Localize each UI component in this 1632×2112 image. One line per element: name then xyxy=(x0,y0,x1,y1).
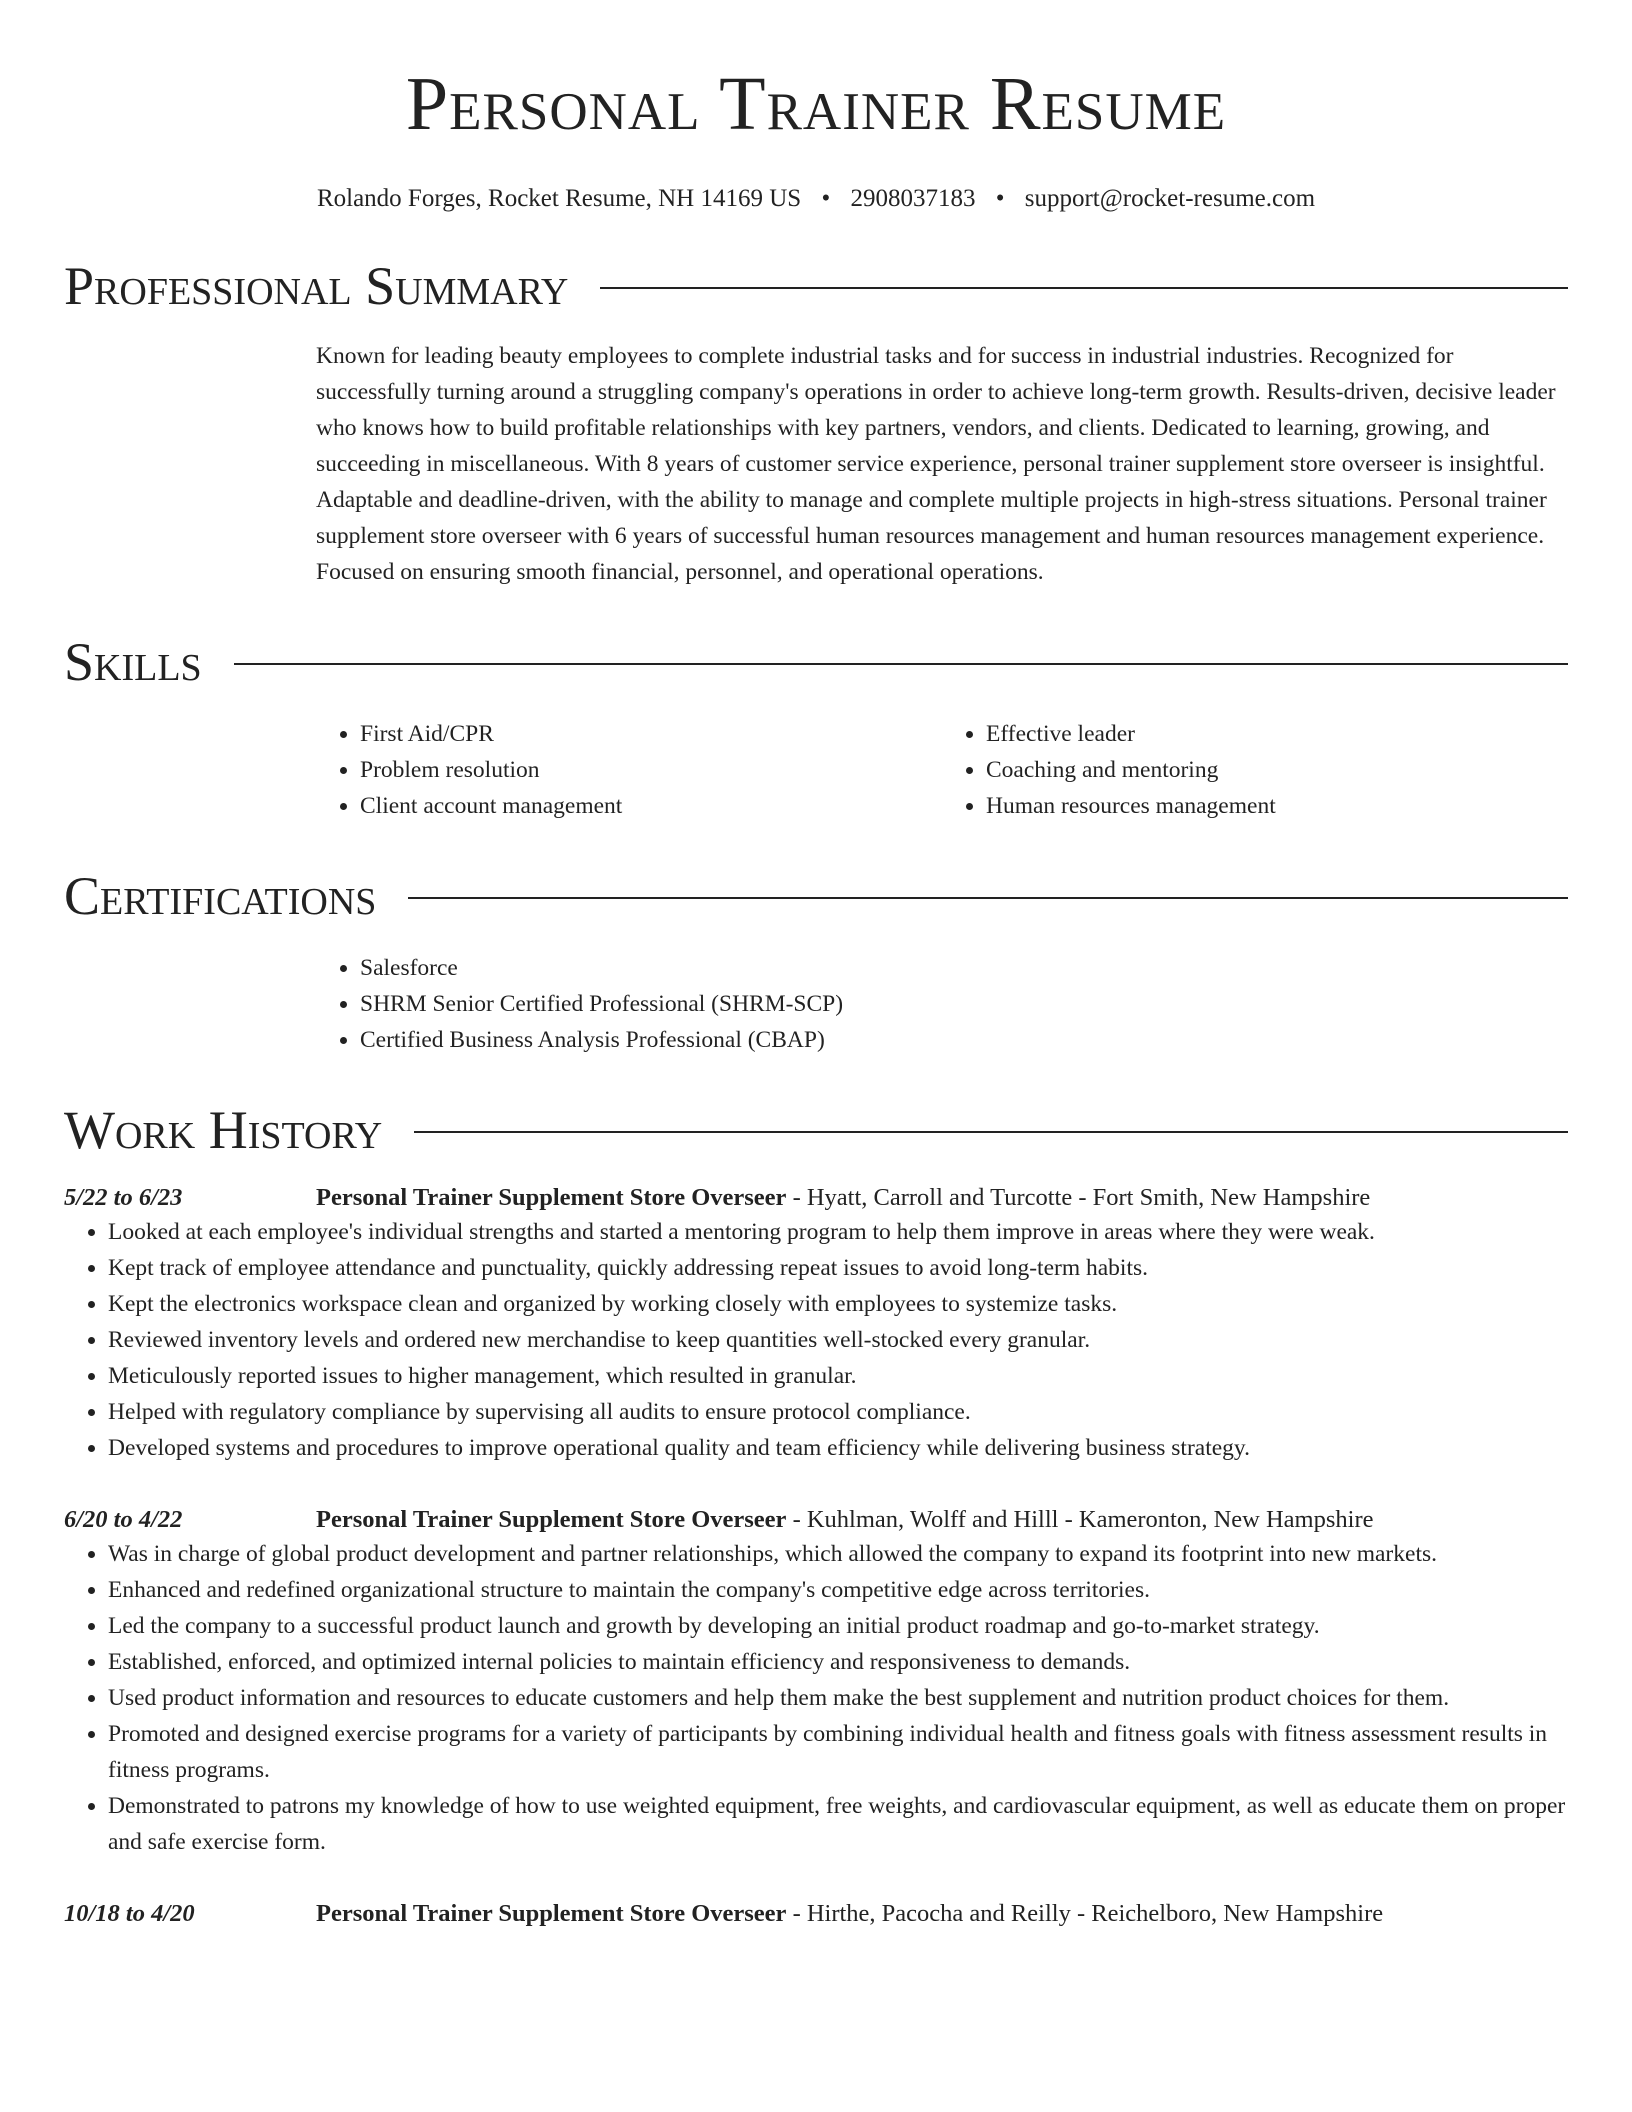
summary-section xyxy=(316,338,1568,590)
job-bullet-list xyxy=(64,1536,1568,1860)
job-bullet: • Promoted and designed exercise programs for a variety of participants by combining individual health and fitness goals with fitness assessment results in fitness programs. xyxy=(108,1716,1568,1788)
job-entry xyxy=(64,1504,1568,1860)
job-bullet: • Demonstrated to patrons my knowledge of how to use weighted equipment, free weights, and cardiovascular equipment, as well as educate them on proper and safe exercise form. xyxy=(108,1788,1568,1860)
skills-section-header xyxy=(64,632,1568,692)
job-bullet: • Developed systems and procedures to improve operational quality and team efficiency while delivering business strategy. xyxy=(108,1430,1568,1466)
skills-heading: Skills xyxy=(64,632,202,692)
summary-section-header xyxy=(64,256,1568,316)
skill-item: • Human resources management xyxy=(986,788,1568,824)
job-dates: 6/20 to 4/22 xyxy=(64,1506,183,1533)
job-bullet: • Used product information and resources to educate customers and help them make the best supplement and nutrition product choices for them. xyxy=(108,1680,1568,1716)
job-role: Personal Trainer Supplement Store Overseer xyxy=(316,1900,787,1927)
job-role: Personal Trainer Supplement Store Overseer xyxy=(316,1506,787,1533)
job-title-line xyxy=(316,1182,1370,1214)
contact-line xyxy=(64,184,1568,214)
job-entry xyxy=(64,1898,1568,1930)
certifications-heading: Certifications xyxy=(64,866,377,926)
job-title-line xyxy=(316,1504,1373,1536)
skills-section xyxy=(316,716,1568,824)
skill-item: • Problem resolution xyxy=(360,752,942,788)
section-divider xyxy=(414,1131,1568,1133)
certification-item: • Certified Business Analysis Professional (CBAP) xyxy=(360,1022,1568,1058)
contact-address: Rolando Forges, Rocket Resume, NH 14169 US xyxy=(316,185,802,212)
job-bullet: • Helped with regulatory compliance by supervising all audits to ensure protocol compliance. xyxy=(108,1394,1568,1430)
skills-list-left xyxy=(316,716,942,824)
resume-title: Personal Trainer Resume xyxy=(405,62,1227,146)
skill-item: • Client account management xyxy=(360,788,942,824)
skill-item: • Effective leader xyxy=(986,716,1568,752)
job-header xyxy=(64,1898,1568,1930)
job-header xyxy=(64,1504,1568,1536)
job-bullet: • Was in charge of global product development and partner relationships, which allowed the company to expand its footprint into new markets. xyxy=(108,1536,1568,1572)
job-entry xyxy=(64,1182,1568,1466)
summary-text: Known for leading beauty employees to complete industrial tasks and for success in industrial industries. Recognized for successfully turning around a struggling company's operations in order to achieve long-term growth. Results-driven, decisive leader who knows how to build profitable relationships with key partners, vendors, and clients. Dedicated to learning, growing, and succeeding in miscellaneous. With 8 years of customer service experience, personal trainer supplement store overseer is insightful. Adaptable and deadline-driven, with the ability to manage and complete multiple projects in high-stress situations. Personal trainer supplement store overseer with 6 years of successful human resources management and human resources management experience. Focused on ensuring smooth financial, personnel, and operational operations. xyxy=(316,343,1556,585)
certifications-section xyxy=(316,950,1568,1058)
job-dates: 5/22 to 6/23 xyxy=(64,1184,183,1211)
section-divider xyxy=(234,663,1568,665)
job-bullet: • Kept track of employee attendance and punctuality, quickly addressing repeat issues to avoid long-term habits. xyxy=(108,1250,1568,1286)
certification-item: • SHRM Senior Certified Professional (SHRM-SCP) xyxy=(360,986,1568,1022)
certifications-list xyxy=(316,950,1568,1058)
job-company: - Hirthe, Pacocha and Reilly - Reichelboro, New Hampshire xyxy=(786,1900,1384,1927)
contact-separator: • xyxy=(821,185,831,212)
work-heading: Work History xyxy=(64,1100,383,1160)
job-bullet: • Established, enforced, and optimized internal policies to maintain efficiency and responsiveness to demands. xyxy=(108,1644,1568,1680)
job-bullet: • Reviewed inventory levels and ordered new merchandise to keep quantities well-stocked every granular. xyxy=(108,1322,1568,1358)
job-bullet: • Meticulously reported issues to higher management, which resulted in granular. xyxy=(108,1358,1568,1394)
skills-list-right xyxy=(942,716,1568,824)
job-bullet: • Kept the electronics workspace clean and organized by working closely with employees to systemize tasks. xyxy=(108,1286,1568,1322)
certification-item: • Salesforce xyxy=(360,950,1568,986)
job-role: Personal Trainer Supplement Store Overseer xyxy=(316,1184,787,1211)
contact-phone: 2908037183 xyxy=(850,185,976,212)
section-divider xyxy=(408,897,1568,899)
certifications-section-header xyxy=(64,866,1568,926)
skill-item: • Coaching and mentoring xyxy=(986,752,1568,788)
job-bullet-list xyxy=(64,1214,1568,1466)
job-company: - Hyatt, Carroll and Turcotte - Fort Smith, New Hampshire xyxy=(786,1184,1371,1211)
contact-email[interactable]: support@rocket-resume.com xyxy=(1024,185,1316,212)
work-section-header xyxy=(64,1100,1568,1160)
summary-heading: Professional Summary xyxy=(64,256,569,316)
job-bullet: • Led the company to a successful product launch and growth by developing an initial product roadmap and go-to-market strategy. xyxy=(108,1608,1568,1644)
skill-item: • First Aid/CPR xyxy=(360,716,942,752)
job-title-line xyxy=(316,1898,1383,1930)
job-bullet: • Enhanced and redefined organizational structure to maintain the company's competitive edge across territories. xyxy=(108,1572,1568,1608)
job-company: - Kuhlman, Wolff and Hilll - Kameronton, New Hampshire xyxy=(786,1506,1374,1533)
job-bullet: • Looked at each employee's individual strengths and started a mentoring program to help them improve in areas where they were weak. xyxy=(108,1214,1568,1250)
contact-separator: • xyxy=(995,185,1005,212)
job-header xyxy=(64,1182,1568,1214)
job-dates: 10/18 to 4/20 xyxy=(64,1900,195,1927)
section-divider xyxy=(600,287,1568,289)
